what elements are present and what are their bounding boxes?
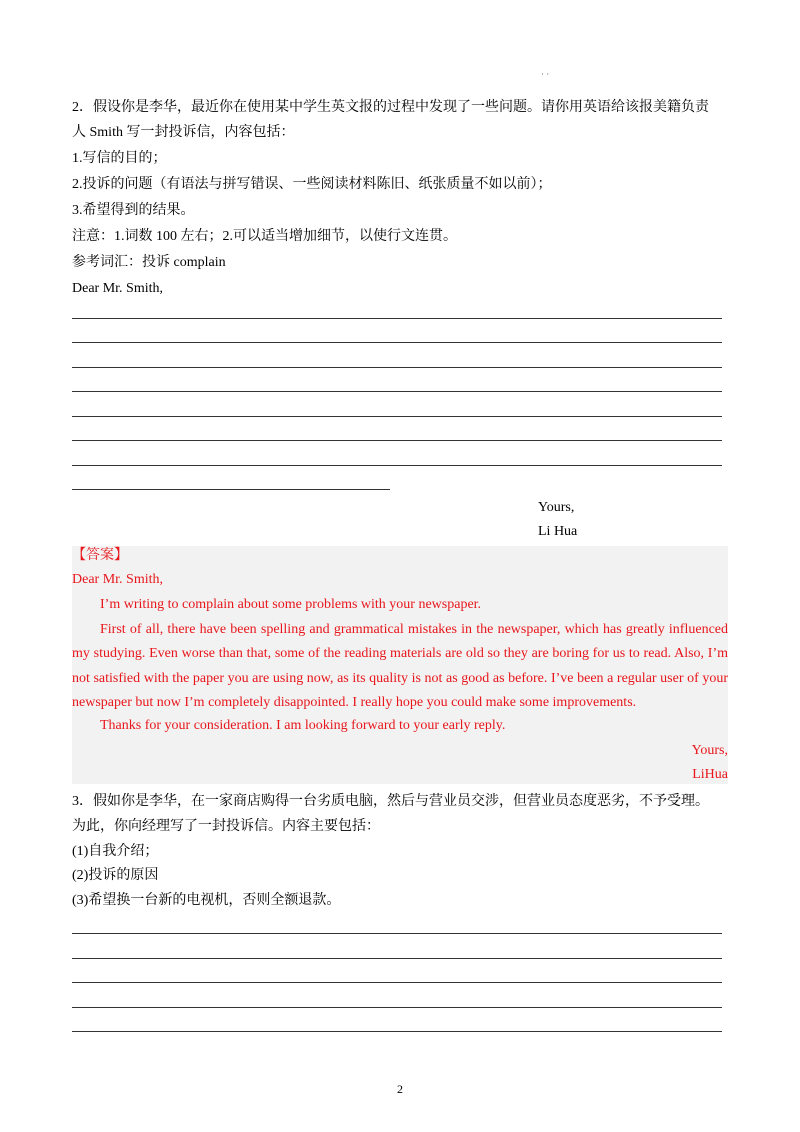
q3-item3: (3)希望换一台新的电视机，否则全额退款。 <box>72 893 341 908</box>
answer-line-4[interactable] <box>72 391 722 392</box>
answer-para1: I’m writing to complain about some problems with your newspaper. <box>100 597 482 612</box>
q2-item1: 1.写信的目的； <box>72 151 167 166</box>
page-number: 2 <box>397 1082 403 1096</box>
answer-line-1[interactable] <box>72 318 722 319</box>
q2-item2: 2.投诉的问题（有语法与拼写错误、一些阅读材料陈旧、纸张质量不如以前）； <box>72 177 552 192</box>
q3-answer-line-1[interactable] <box>72 933 722 934</box>
answer-line-2[interactable] <box>72 342 722 343</box>
q3-line1: 3．假如你是李华，在一家商店购得一台劣质电脑，然后与营业员交涉，但营业员态度恶劣，不予受理。 <box>72 794 709 809</box>
q3-answer-line-3[interactable] <box>72 982 722 983</box>
q3-line2: 为此，你向经理写了一封投诉信。内容主要包括： <box>72 819 380 834</box>
answer-para2: First of all, there have been spelling and grammatical mistakes in the newspaper, which has greatly influenced my studying. Even worse than that, some of the reading materials are old so they are boring for us to read. Also, I’m not satisfied with the paper you are using now, as its quality is not as good as before. I’ve been a regular user of your newspaper but now I’m completely disappointed. I really hope you could make some improvements. <box>72 622 728 711</box>
q3-answer-line-5[interactable] <box>72 1031 722 1032</box>
q3-answer-line-2[interactable] <box>72 958 722 959</box>
q2-item3: 3.希望得到的结果。 <box>72 203 195 218</box>
answer-label: 【答案】 <box>72 548 128 563</box>
q3-answer-line-4[interactable] <box>72 1007 722 1008</box>
q2-salutation: Dear Mr. Smith, <box>72 281 163 296</box>
q3-item2: (2)投诉的原因 <box>72 868 159 883</box>
header-marks: · · <box>541 69 550 79</box>
answer-block <box>72 546 728 784</box>
answer-salutation: Dear Mr. Smith, <box>72 572 163 587</box>
answer-para3: Thanks for your consideration. I am looking forward to your early reply. <box>100 718 506 733</box>
answer-line-8[interactable] <box>72 489 390 490</box>
answer-line-3[interactable] <box>72 367 722 368</box>
q2-line1: 2．假设你是李华，最近你在使用某中学生英文报的过程中发现了一些问题。请你用英语给该报美籍负责 <box>72 100 709 115</box>
answer-line-6[interactable] <box>72 440 722 441</box>
q2-closing: Yours, <box>538 500 575 515</box>
answer-line-5[interactable] <box>72 416 722 417</box>
answer-signature: LiHua <box>692 767 728 782</box>
q3-item1: (1)自我介绍； <box>72 844 159 859</box>
q2-signature: Li Hua <box>538 524 578 539</box>
q2-vocab: 参考词汇：投诉 complain <box>72 255 226 270</box>
q2-line2: 人 Smith 写一封投诉信，内容包括： <box>72 125 295 140</box>
q2-note: 注意：1.词数 100 左右；2.可以适当增加细节，以使行文连贯。 <box>72 229 457 244</box>
answer-line-7[interactable] <box>72 465 722 466</box>
answer-closing: Yours, <box>691 743 728 758</box>
